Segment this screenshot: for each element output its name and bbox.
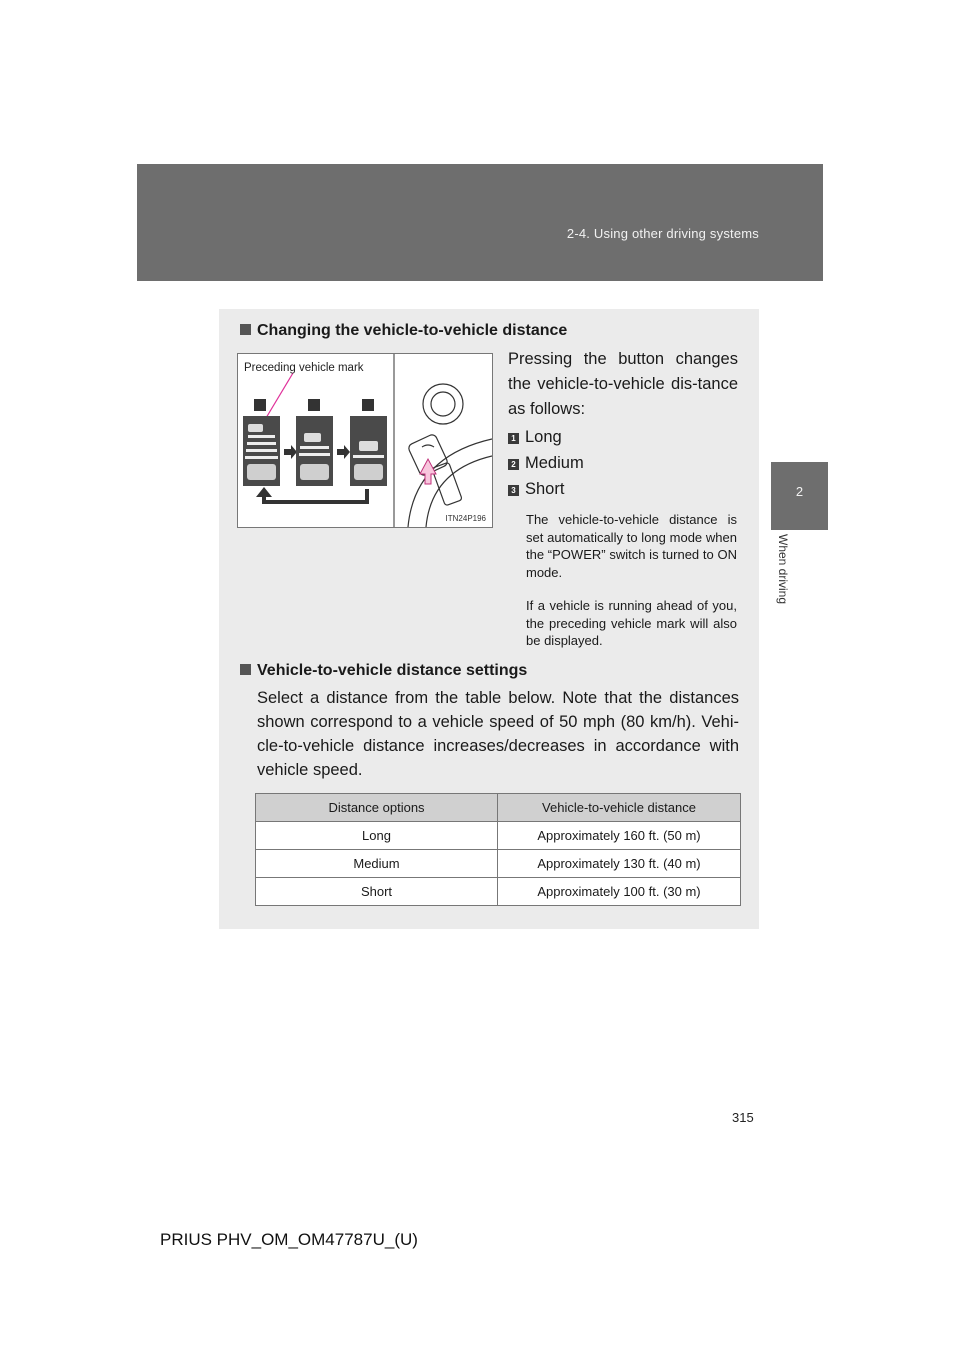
heading-text: Changing the vehicle-to-vehicle distance [257, 322, 568, 339]
table-cell: Long [256, 822, 498, 850]
table-cell: Approximately 100 ft. (30 m) [498, 878, 741, 906]
chapter-number: 2 [795, 484, 804, 499]
badge-1-icon [254, 399, 266, 411]
badge-1-icon: 1 [508, 433, 519, 444]
preceding-vehicle-callout: Preceding vehicle mark [244, 362, 364, 374]
cruise-control-switch-icon [407, 384, 492, 527]
distance-intro: Pressing the button changes the vehicle-to-vehicle dis-tance as follows: [508, 350, 738, 418]
column-header: Distance options [256, 794, 498, 822]
table-row [256, 878, 741, 906]
chapter-header-band [137, 164, 823, 281]
table-cell: Approximately 130 ft. (40 m) [498, 850, 741, 878]
section-heading-distance-settings [240, 662, 527, 680]
chapter-label: When driving [776, 534, 790, 605]
distance-settings-body: Select a distance from the table below. Note that the distances shown correspond to a vehicle speed of 50 mph (80 km/h). Vehi-cle-to-vehicle distance increases/decreases in accordance with vehicle speed. [257, 689, 739, 779]
illustration-graphic [238, 354, 492, 527]
display-panel-short-icon [350, 416, 387, 486]
option-short [508, 480, 564, 499]
heading-square-icon [240, 324, 251, 335]
table-cell: Medium [256, 850, 498, 878]
arrow-right-icon [337, 445, 350, 459]
column-header: Vehicle-to-vehicle distance [498, 794, 741, 822]
heading-text: Vehicle-to-vehicle distance settings [257, 662, 528, 679]
distance-illustration [237, 353, 493, 528]
option-long [508, 428, 562, 447]
table-header-row [256, 794, 741, 822]
heading-square-icon [240, 664, 251, 675]
option-label: Long [525, 428, 562, 446]
figure-code: ITN24P196 [445, 514, 486, 523]
badge-2-icon [308, 399, 320, 411]
note-preceding-vehicle: If a vehicle is running ahead of you, the preceding vehicle mark will also be displayed. [526, 598, 737, 648]
option-label: Short [525, 480, 565, 498]
distance-table [255, 793, 741, 906]
badge-3-icon: 3 [508, 485, 519, 496]
option-medium [508, 454, 584, 473]
return-arrow-icon [256, 487, 369, 504]
table-cell: Short [256, 878, 498, 906]
note-power-switch: The vehicle-to-vehicle distance is set automatically to long mode when the “POWER” switch is turned to ON mode. [526, 512, 737, 580]
display-panel-medium-icon [296, 416, 333, 486]
badge-2-icon: 2 [508, 459, 519, 470]
section-heading-changing-distance [240, 322, 567, 340]
display-panel-long-icon [243, 416, 280, 486]
section-title: 2-4. Using other driving systems [566, 226, 759, 241]
chapter-label-wrap [776, 534, 796, 634]
page-number: 315 [732, 1110, 754, 1125]
chapter-tab [771, 462, 828, 530]
table-row [256, 822, 741, 850]
arrow-right-icon [284, 445, 297, 459]
table-row [256, 850, 741, 878]
badge-3-icon [362, 399, 374, 411]
press-arrow-icon [420, 459, 436, 484]
document-code: PRIUS PHV_OM_OM47787U_(U) [160, 1230, 418, 1249]
table-cell: Approximately 160 ft. (50 m) [498, 822, 741, 850]
option-label: Medium [525, 454, 584, 472]
